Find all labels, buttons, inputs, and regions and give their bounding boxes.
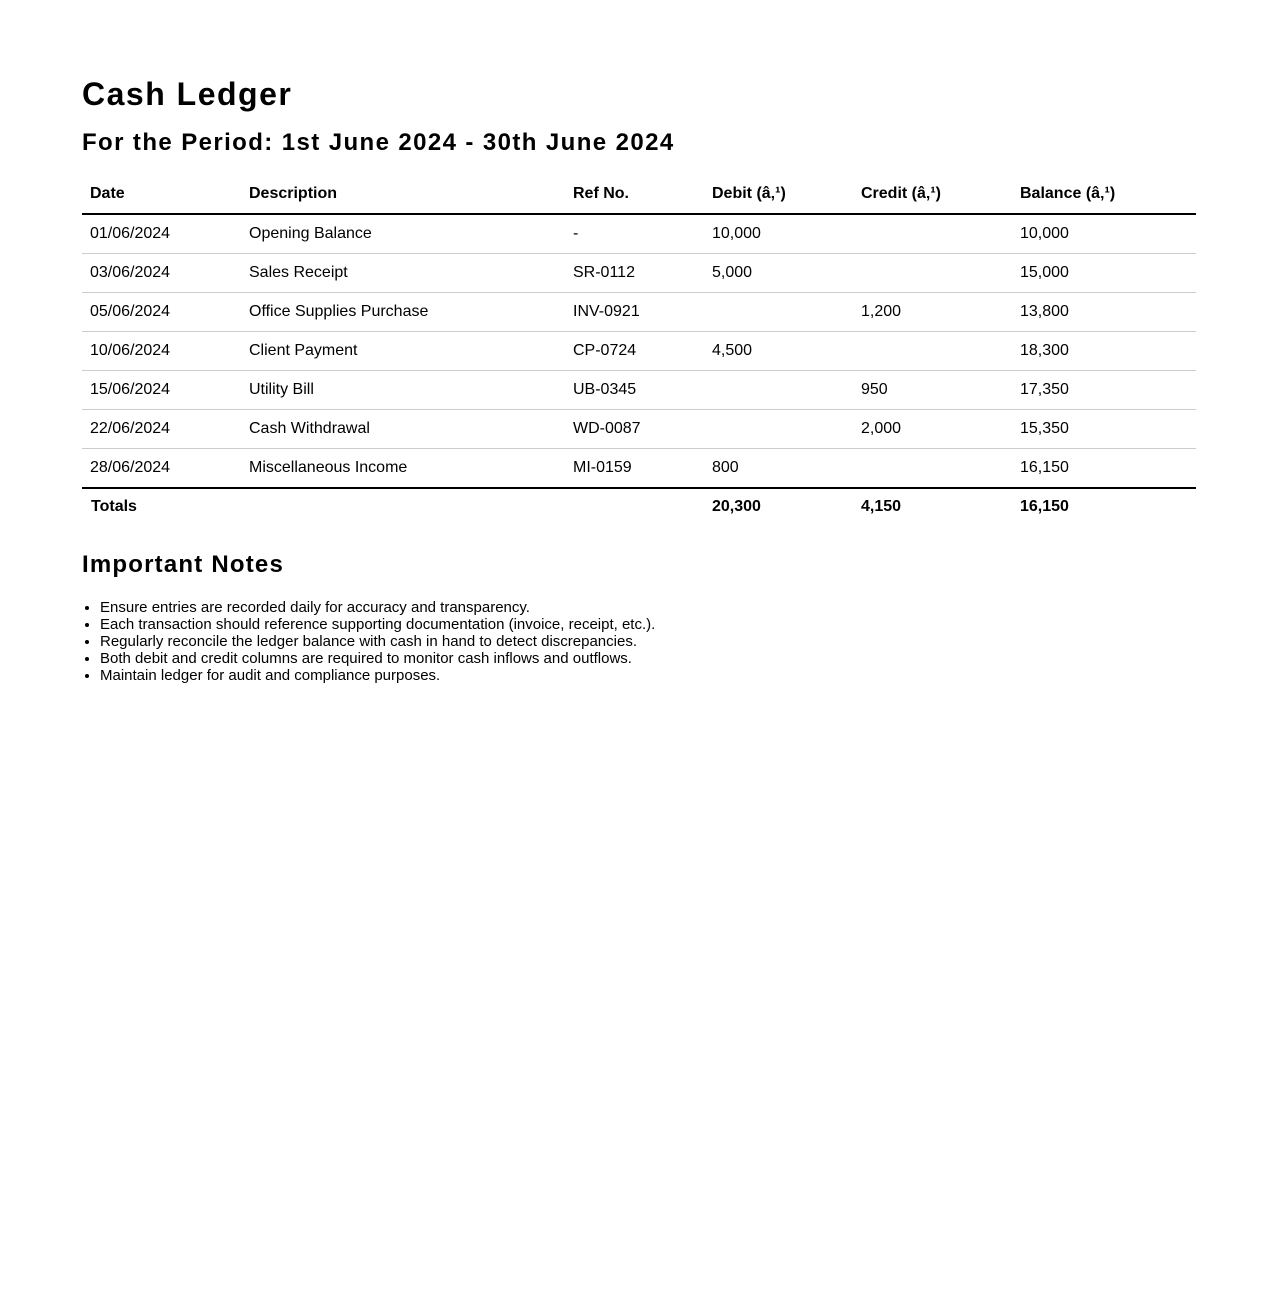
cell-credit: 950 (853, 371, 1012, 410)
header-balance: Balance (â‚¹) (1012, 175, 1196, 214)
table-row (82, 332, 1196, 371)
totals-debit: 20,300 (704, 488, 853, 525)
header-date: Date (82, 175, 241, 214)
cell-ref-no: INV-0921 (565, 293, 704, 332)
cell-description: Utility Bill (241, 371, 565, 410)
cell-balance: 15,000 (1012, 254, 1196, 293)
table-row (82, 214, 1196, 254)
cell-date: 05/06/2024 (82, 293, 241, 332)
table-row (82, 449, 1196, 489)
table-row (82, 293, 1196, 332)
cell-ref-no: MI-0159 (565, 449, 704, 489)
cell-description: Office Supplies Purchase (241, 293, 565, 332)
totals-balance: 16,150 (1012, 488, 1196, 525)
cell-debit: 10,000 (704, 214, 853, 254)
totals-credit: 4,150 (853, 488, 1012, 525)
cell-debit (704, 293, 853, 332)
cell-ref-no: - (565, 214, 704, 254)
cell-ref-no: SR-0112 (565, 254, 704, 293)
ledger-table (82, 175, 1196, 525)
cell-balance: 16,150 (1012, 449, 1196, 489)
totals-label: Totals (82, 488, 241, 525)
header-description: Description (241, 175, 565, 214)
totals-empty-description (241, 488, 565, 525)
cell-debit (704, 371, 853, 410)
cell-ref-no: WD-0087 (565, 410, 704, 449)
period-subtitle: For the Period: 1st June 2024 - 30th June 2024 (82, 129, 675, 156)
cell-date: 10/06/2024 (82, 332, 241, 371)
cell-credit (853, 254, 1012, 293)
list-item: • Each transaction should reference supporting documentation (invoice, receipt, etc.). (100, 616, 1196, 633)
table-header-row (82, 175, 1196, 214)
cell-date: 15/06/2024 (82, 371, 241, 410)
cell-debit (704, 410, 853, 449)
cell-credit: 2,000 (853, 410, 1012, 449)
cell-description: Opening Balance (241, 214, 565, 254)
cell-date: 01/06/2024 (82, 214, 241, 254)
cell-ref-no: UB-0345 (565, 371, 704, 410)
cell-ref-no: CP-0724 (565, 332, 704, 371)
cell-date: 28/06/2024 (82, 449, 241, 489)
list-item: • Maintain ledger for audit and compliance purposes. (100, 667, 1196, 684)
cell-description: Miscellaneous Income (241, 449, 565, 489)
header-debit: Debit (â‚¹) (704, 175, 853, 214)
cell-balance: 13,800 (1012, 293, 1196, 332)
cell-credit (853, 449, 1012, 489)
cell-credit (853, 332, 1012, 371)
cell-balance: 18,300 (1012, 332, 1196, 371)
notes-heading: Important Notes (82, 551, 285, 578)
cell-credit: 1,200 (853, 293, 1012, 332)
cell-debit: 4,500 (704, 332, 853, 371)
cell-balance: 17,350 (1012, 371, 1196, 410)
table-row (82, 254, 1196, 293)
notes-list (82, 599, 1196, 684)
header-credit: Credit (â‚¹) (853, 175, 1012, 214)
totals-row (82, 488, 1196, 525)
table-row (82, 410, 1196, 449)
cell-debit: 5,000 (704, 254, 853, 293)
header-ref-no: Ref No. (565, 175, 704, 214)
cell-description: Client Payment (241, 332, 565, 371)
cell-credit (853, 214, 1012, 254)
totals-empty-ref (565, 488, 704, 525)
cell-description: Cash Withdrawal (241, 410, 565, 449)
table-row (82, 371, 1196, 410)
list-item: • Ensure entries are recorded daily for accuracy and transparency. (100, 599, 1196, 616)
cell-balance: 10,000 (1012, 214, 1196, 254)
list-item: • Regularly reconcile the ledger balance with cash in hand to detect discrepancies. (100, 633, 1196, 650)
cell-date: 22/06/2024 (82, 410, 241, 449)
list-item: • Both debit and credit columns are required to monitor cash inflows and outflows. (100, 650, 1196, 667)
page-title: Cash Ledger (82, 76, 293, 112)
cell-debit: 800 (704, 449, 853, 489)
cell-date: 03/06/2024 (82, 254, 241, 293)
cell-balance: 15,350 (1012, 410, 1196, 449)
cell-description: Sales Receipt (241, 254, 565, 293)
